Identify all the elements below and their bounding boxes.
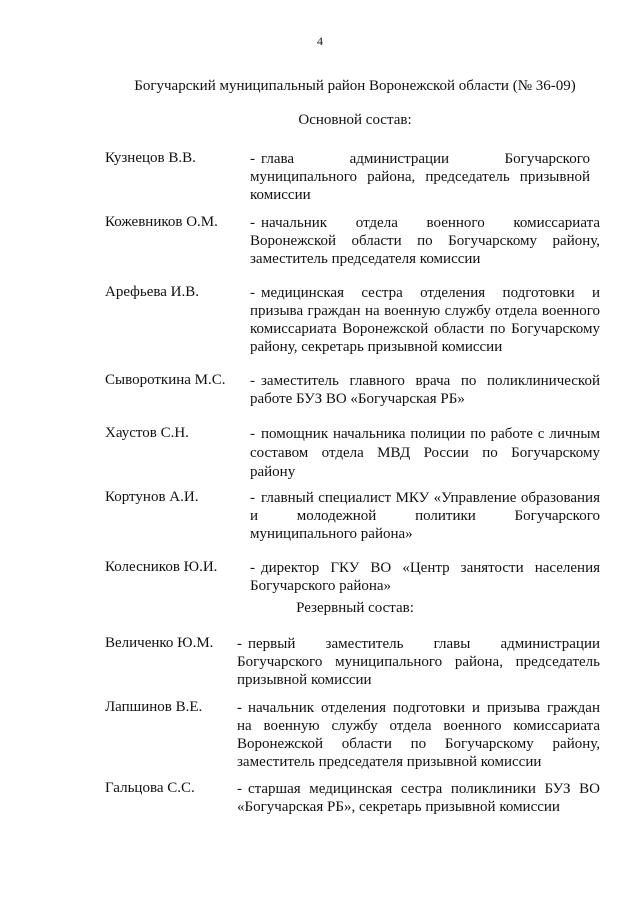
member-name: Величенко Ю.М.: [105, 635, 214, 651]
member-name: Колесников Ю.И.: [105, 559, 218, 575]
page-number: 4: [317, 34, 323, 48]
member-role: [250, 559, 600, 595]
dash: -: [250, 285, 255, 301]
member-role: [237, 780, 600, 816]
document-title: Богучарский муниципальный район Воронежской области (№ 36-09): [134, 78, 576, 94]
member-role-text: директор ГКУ ВО «Центр занятости населения Богучарского района»: [250, 560, 600, 594]
member-name: Арефьева И.В.: [105, 284, 200, 300]
reserve-section-heading: Резервный состав:: [296, 600, 414, 616]
dash: -: [250, 151, 255, 167]
member-role-text: заместитель главного врача по поликлинической работе БУЗ ВО «Богучарская РБ»: [250, 373, 600, 407]
dash: -: [237, 781, 242, 797]
member-name: Кортунов А.И.: [105, 489, 199, 505]
member-role-text: медицинская сестра отделения подготовки и призыва граждан на военную службу отдела военного комиссариата Воронежской области по Богучарскому району, секретарь призывной комиссии: [250, 285, 600, 355]
member-name: Сывороткина М.С.: [105, 372, 226, 388]
dash: -: [250, 426, 255, 442]
member-role-text: глава администрации Богучарского муниципального района, председатель призывной комиссии: [250, 151, 590, 203]
member-role: [250, 489, 600, 543]
member-role: [250, 372, 600, 408]
member-role-text: старшая медицинская сестра поликлиники БУЗ ВО «Богучарская РБ», секретарь призывной комиссии: [237, 781, 600, 815]
dash: -: [237, 636, 242, 652]
dash: -: [250, 490, 255, 506]
dash: -: [237, 700, 242, 716]
member-role-text: начальник отделения подготовки и призыва граждан на военную службу отдела военного комиссариата Воронежской области по Богучарскому району, заместитель председателя призывной комиссии: [237, 700, 600, 770]
member-role-text: главный специалист МКУ «Управление образования и молодежной политики Богучарского муниципального района»: [250, 490, 600, 542]
member-role: [250, 214, 600, 268]
member-role-text: первый заместитель главы администрации Богучарского муниципального района, председатель призывной комиссии: [237, 636, 600, 688]
member-name: Гальцова С.С.: [105, 780, 195, 796]
member-role: [237, 699, 600, 771]
member-role: [250, 150, 590, 204]
member-role: [237, 635, 600, 689]
member-name: Хаустов С.Н.: [105, 425, 189, 441]
main-section-heading: Основной состав:: [298, 112, 412, 128]
dash: -: [250, 373, 255, 389]
dash: -: [250, 215, 255, 231]
member-role-text: помощник начальника полиции по работе с личным составом отдела МВД России по Богучарскому району: [250, 426, 600, 480]
member-role: [250, 425, 600, 482]
member-name: Лапшинов В.Е.: [105, 699, 203, 715]
member-role-text: начальник отдела военного комиссариата Воронежской области по Богучарскому району, заместитель председателя комиссии: [250, 215, 600, 267]
member-role: [250, 284, 600, 356]
member-name: Кузнецов В.В.: [105, 150, 196, 166]
member-name: Кожевников О.М.: [105, 214, 218, 230]
dash: -: [250, 560, 255, 576]
